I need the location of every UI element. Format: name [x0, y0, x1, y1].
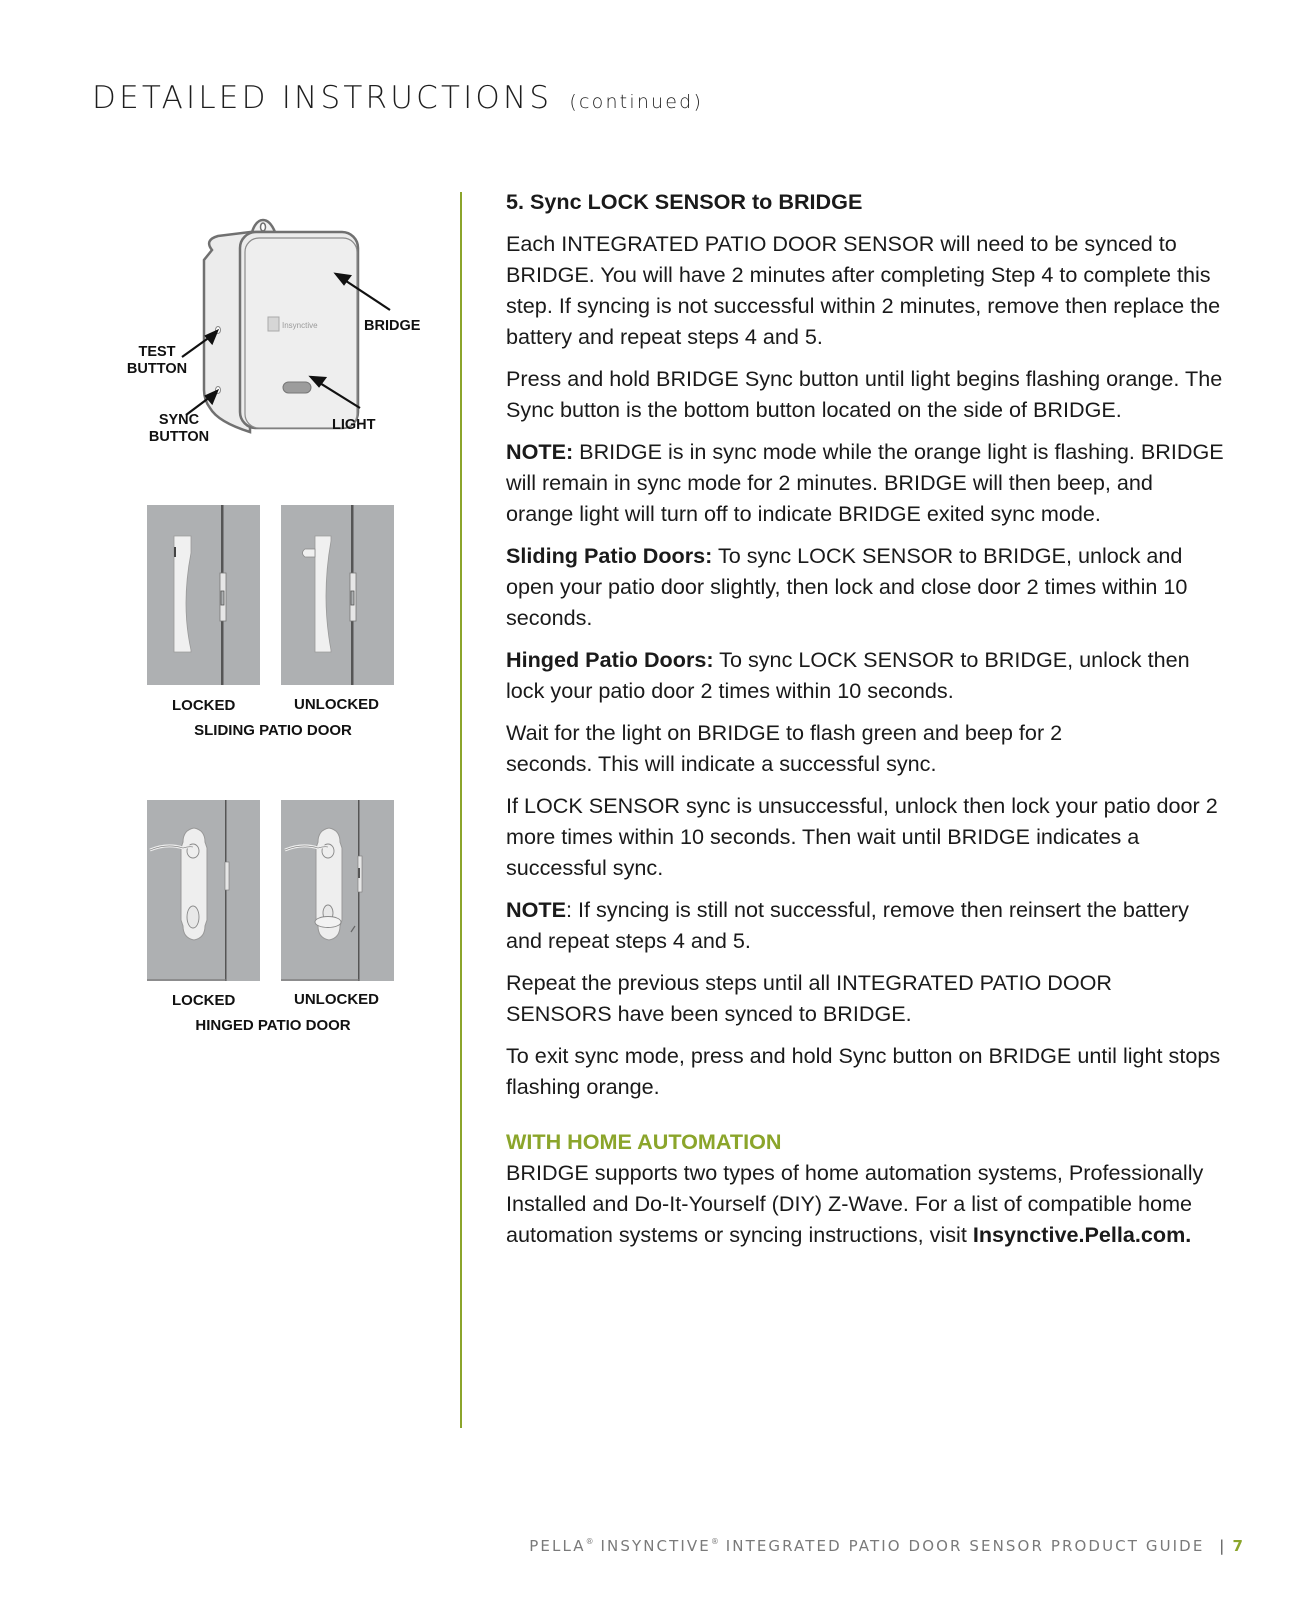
footer-separator: | — [1219, 1537, 1227, 1555]
home-automation-text: BRIDGE supports two types of home automation systems, Professionally Installed and Do-It-Yourself (DIY) Z-Wave. For a list of compatible home automation systems or syncing instructions, visit Insynctive.Pella.com. — [506, 1160, 1204, 1247]
paragraph: If LOCK SENSOR sync is unsuccessful, unlock then lock your patio door 2 more times within 10 seconds. Then wait until BRIDGE indicates a successful sync. — [506, 793, 1218, 880]
footer-guide-title: INTEGRATED PATIO DOOR SENSOR PRODUCT GUIDE — [725, 1537, 1205, 1555]
page-number: 7 — [1232, 1537, 1245, 1555]
note-paragraph: NOTE: If syncing is still not successful, remove then reinsert the battery and repeat steps 4 and 5. — [506, 897, 1189, 953]
sliding-door-caption: SLIDING PATIO DOOR — [194, 722, 352, 739]
sliding-door-locked-icon — [147, 505, 260, 685]
sliding-doors-paragraph: Sliding Patio Doors: To sync LOCK SENSOR to BRIDGE, unlock and open your patio door slightly, then lock and close door 2 times within 10 seconds. — [506, 543, 1188, 630]
paragraph: Each INTEGRATED PATIO DOOR SENSOR will need to be synced to BRIDGE. You will have 2 minutes after completing Step 4 to complete this step. If syncing is not successful within 2 minutes, remove then replace the battery and repeat steps 4 and 5. — [506, 231, 1221, 349]
callout-sync-button: SYNC BUTTON — [148, 412, 210, 445]
paragraph: Repeat the previous steps until all INTEGRATED PATIO DOOR SENSORS have been synced to BRIDGE. — [506, 970, 1113, 1026]
paragraph: Wait for the light on BRIDGE to flash green and beep for 2 seconds. This will indicate a successful sync. — [506, 720, 1063, 776]
illustrations-column — [0, 0, 460, 1100]
home-automation-heading: WITH HOME AUTOMATION — [506, 1129, 782, 1154]
website-link[interactable]: Insynctive.Pella.com. — [972, 1222, 1192, 1247]
home-automation-section — [506, 1126, 1226, 1250]
hinged-locked-label: LOCKED — [172, 992, 236, 1009]
hinged-unlocked-label: UNLOCKED — [294, 991, 379, 1008]
callout-bridge: BRIDGE — [364, 318, 421, 334]
sliding-unlocked-label: UNLOCKED — [294, 696, 379, 713]
svg-text:Insynctive: Insynctive — [282, 321, 318, 330]
paragraph: To exit sync mode, press and hold Sync button on BRIDGE until light stops flashing orange. — [506, 1043, 1221, 1099]
hinged-door-locked-icon — [147, 800, 260, 981]
column-divider — [460, 192, 462, 1428]
instructions-column — [506, 186, 1226, 1250]
note-paragraph: NOTE: BRIDGE is in sync mode while the orange light is flashing. BRIDGE will remain in sync mode for 2 minutes. BRIDGE will then beep, and orange light will turn off to indicate BRIDGE exited sync mode. — [506, 439, 1224, 526]
callout-light: LIGHT — [332, 417, 376, 433]
step-heading: 5. Sync LOCK SENSOR to BRIDGE — [506, 189, 863, 214]
callout-test-button: TEST BUTTON — [126, 344, 188, 377]
page-footer: PELLA® INSYNCTIVE® INTEGRATED PATIO DOOR SENSOR PRODUCT GUIDE | 7 — [529, 1537, 1245, 1555]
page-title-suffix: (continued) — [569, 91, 704, 113]
hinged-door-caption: HINGED PATIO DOOR — [195, 1017, 351, 1034]
hinged-door-unlocked-icon — [281, 800, 394, 981]
hinged-doors-paragraph: Hinged Patio Doors: To sync LOCK SENSOR to BRIDGE, unlock then lock your patio door 2 times within 10 seconds. — [506, 647, 1190, 703]
paragraph: Press and hold BRIDGE Sync button until light begins flashing orange. The Sync button is the bottom button located on the side of BRIDGE. — [506, 366, 1223, 422]
sliding-door-unlocked-icon — [281, 505, 394, 685]
page-title-text: DETAILED INSTRUCTIONS — [92, 80, 553, 116]
sliding-locked-label: LOCKED — [172, 697, 236, 714]
